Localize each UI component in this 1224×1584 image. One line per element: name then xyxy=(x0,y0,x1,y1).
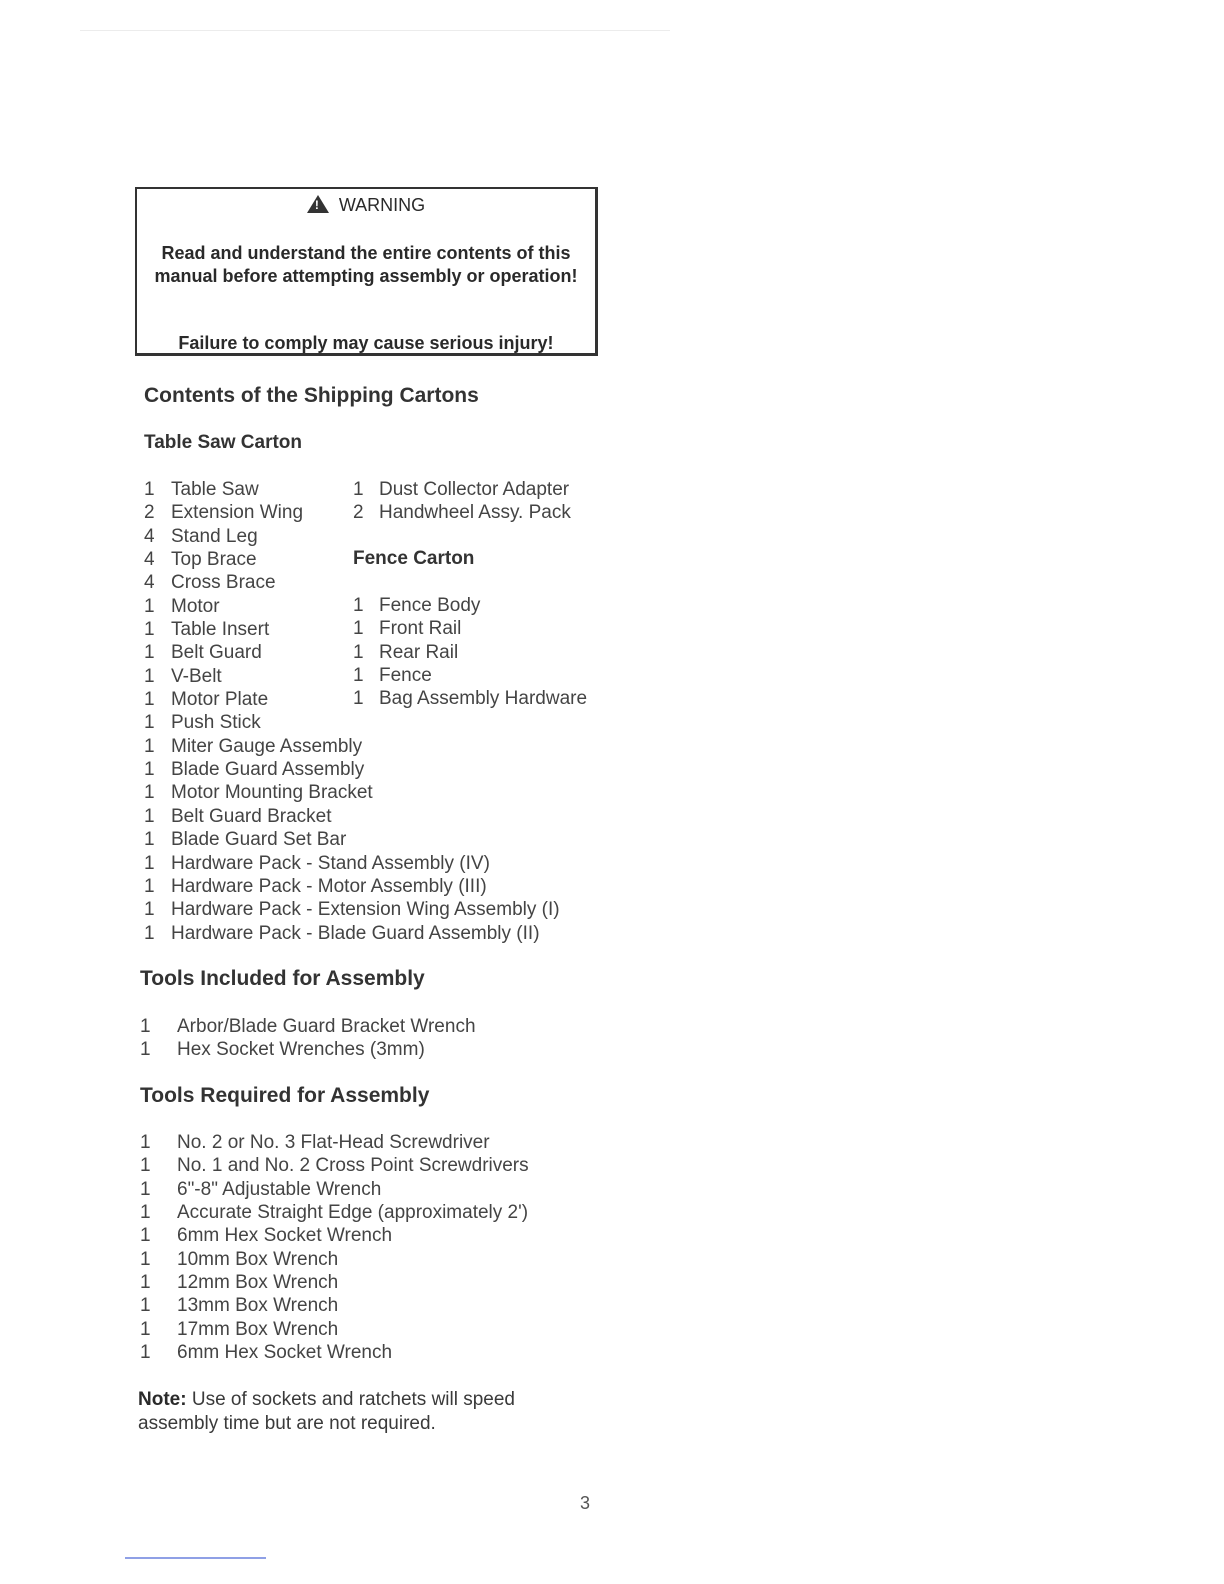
item-quantity: 1 xyxy=(140,1272,151,1294)
item-name: Cross Brace xyxy=(171,572,276,594)
item-quantity: 1 xyxy=(144,735,155,757)
item-name: Hardware Pack - Blade Guard Assembly (II) xyxy=(171,922,540,944)
item-quantity: 4 xyxy=(144,525,155,547)
list-item xyxy=(140,1201,560,1224)
item-quantity: 1 xyxy=(140,1248,151,1270)
item-quantity: 4 xyxy=(144,572,155,594)
item-name: Motor Plate xyxy=(171,689,269,711)
item-quantity: 1 xyxy=(144,595,155,617)
list-item xyxy=(353,641,613,664)
item-name: Hardware Pack - Extension Wing Assembly (I) xyxy=(171,899,560,921)
list-item xyxy=(140,1271,560,1294)
item-name: V-Belt xyxy=(171,665,222,687)
tools-required-heading: Tools Required for Assembly xyxy=(140,1084,430,1107)
list-item xyxy=(353,478,593,501)
fence-carton-list xyxy=(353,594,613,711)
item-name: Blade Guard Assembly xyxy=(171,759,365,781)
scan-artifact-top xyxy=(80,30,670,31)
item-name: Motor xyxy=(171,595,220,617)
item-quantity: 1 xyxy=(144,665,155,687)
item-name: Table Saw xyxy=(171,479,259,500)
item-name: Belt Guard Bracket xyxy=(171,805,332,827)
item-name: Miter Gauge Assembly xyxy=(171,735,363,757)
item-quantity: 1 xyxy=(353,618,364,640)
item-quantity: 1 xyxy=(140,1178,151,1200)
list-item xyxy=(144,922,584,945)
list-item xyxy=(144,875,584,898)
fence-carton-heading: Fence Carton xyxy=(353,548,475,569)
warning-title: !WARNING xyxy=(137,195,595,216)
item-quantity: 1 xyxy=(140,1295,151,1317)
item-name: Motor Mounting Bracket xyxy=(171,782,373,804)
table-saw-carton-heading: Table Saw Carton xyxy=(144,432,303,453)
item-name: Hardware Pack - Stand Assembly (IV) xyxy=(171,852,490,874)
item-quantity: 1 xyxy=(140,1155,151,1177)
list-item xyxy=(140,1154,560,1177)
list-item xyxy=(353,617,613,640)
list-item xyxy=(140,1015,540,1038)
item-quantity: 1 xyxy=(353,688,364,710)
list-item xyxy=(140,1131,560,1154)
list-item xyxy=(140,1341,560,1364)
list-item xyxy=(353,687,613,710)
item-quantity: 1 xyxy=(140,1016,151,1037)
list-item xyxy=(140,1294,560,1317)
item-quantity: 1 xyxy=(353,665,364,687)
item-name: Top Brace xyxy=(171,549,257,571)
tools-required-list xyxy=(140,1131,560,1364)
item-quantity: 1 xyxy=(144,899,155,921)
tools-included-heading: Tools Included for Assembly xyxy=(140,967,425,990)
item-name: Extension Wing xyxy=(171,502,304,524)
item-name: Accurate Straight Edge (approximately 2') xyxy=(177,1202,529,1224)
note-label: Note: xyxy=(138,1389,187,1410)
item-name: 6"-8" Adjustable Wrench xyxy=(177,1178,382,1200)
list-item xyxy=(144,758,584,781)
item-name: 6mm Hex Socket Wrench xyxy=(177,1342,393,1364)
item-quantity: 2 xyxy=(144,502,155,524)
item-quantity: 1 xyxy=(144,642,155,664)
item-name: Stand Leg xyxy=(171,525,258,547)
list-item xyxy=(144,852,584,875)
list-item xyxy=(140,1318,560,1341)
item-quantity: 1 xyxy=(144,829,155,851)
item-name: 13mm Box Wrench xyxy=(177,1295,339,1317)
item-name: Dust Collector Adapter xyxy=(379,479,570,500)
item-name: Bag Assembly Hardware xyxy=(379,688,588,710)
list-item xyxy=(144,571,584,594)
item-quantity: 1 xyxy=(144,712,155,734)
item-name: 10mm Box Wrench xyxy=(177,1248,339,1270)
item-quantity: 1 xyxy=(144,875,155,897)
item-quantity: 1 xyxy=(140,1318,151,1340)
item-quantity: 1 xyxy=(144,782,155,804)
item-quantity: 1 xyxy=(140,1039,151,1061)
list-item xyxy=(140,1248,560,1271)
page-number: 3 xyxy=(580,1493,591,1513)
list-item xyxy=(144,735,584,758)
item-name: Hardware Pack - Motor Assembly (III) xyxy=(171,875,487,897)
item-quantity: 1 xyxy=(353,595,364,616)
list-item xyxy=(353,664,613,687)
list-item xyxy=(144,781,584,804)
item-name: Handwheel Assy. Pack xyxy=(379,502,571,524)
contents-heading: Contents of the Shipping Cartons xyxy=(144,384,479,407)
table-saw-carton-extra-list xyxy=(353,478,593,525)
item-name: Belt Guard xyxy=(171,642,262,664)
item-name: Push Stick xyxy=(171,712,261,734)
list-item xyxy=(353,594,613,617)
list-item xyxy=(144,898,584,921)
item-quantity: 2 xyxy=(353,502,364,524)
item-name: No. 2 or No. 3 Flat-Head Screwdriver xyxy=(177,1132,490,1153)
item-quantity: 1 xyxy=(144,479,155,500)
item-quantity: 1 xyxy=(140,1225,151,1247)
note-text: Use of sockets and ratchets will speed assembly time but are not required. xyxy=(138,1389,516,1434)
item-name: 6mm Hex Socket Wrench xyxy=(177,1225,393,1247)
item-name: Table Insert xyxy=(171,619,270,641)
item-name: Fence xyxy=(379,665,432,687)
item-quantity: 1 xyxy=(144,805,155,827)
item-quantity: 1 xyxy=(144,689,155,711)
item-name: Blade Guard Set Bar xyxy=(171,829,347,851)
item-name: Front Rail xyxy=(379,618,462,640)
list-item xyxy=(353,501,593,524)
item-name: Fence Body xyxy=(379,595,481,616)
item-quantity: 1 xyxy=(144,759,155,781)
item-name: Arbor/Blade Guard Bracket Wrench xyxy=(177,1016,476,1037)
assembly-note xyxy=(138,1388,558,1436)
warning-consequence: Failure to comply may cause serious injury! xyxy=(178,333,554,353)
list-item xyxy=(144,805,584,828)
item-quantity: 1 xyxy=(353,479,364,500)
item-quantity: 1 xyxy=(144,922,155,944)
scan-artifact-line xyxy=(125,1557,266,1559)
item-quantity: 1 xyxy=(144,619,155,641)
list-item xyxy=(140,1178,560,1201)
item-name: 12mm Box Wrench xyxy=(177,1272,339,1294)
item-quantity: 1 xyxy=(140,1132,151,1153)
tools-included-list xyxy=(140,1015,540,1062)
list-item xyxy=(140,1038,540,1061)
item-name: Hex Socket Wrenches (3mm) xyxy=(177,1039,425,1061)
warning-box xyxy=(135,187,598,356)
list-item xyxy=(144,525,584,548)
item-quantity: 1 xyxy=(140,1202,151,1224)
item-quantity: 1 xyxy=(144,852,155,874)
item-name: 17mm Box Wrench xyxy=(177,1318,339,1340)
item-name: Rear Rail xyxy=(379,641,459,663)
item-quantity: 1 xyxy=(353,641,364,663)
list-item xyxy=(144,711,584,734)
item-name: No. 1 and No. 2 Cross Point Screwdrivers xyxy=(177,1155,529,1177)
list-item xyxy=(140,1224,560,1247)
warning-message: Read and understand the entire contents of this manual before attempting assembly or operation! xyxy=(154,243,578,286)
item-quantity: 1 xyxy=(140,1342,151,1364)
item-quantity: 4 xyxy=(144,549,155,571)
list-item xyxy=(144,828,584,851)
warning-triangle-icon xyxy=(307,195,329,213)
